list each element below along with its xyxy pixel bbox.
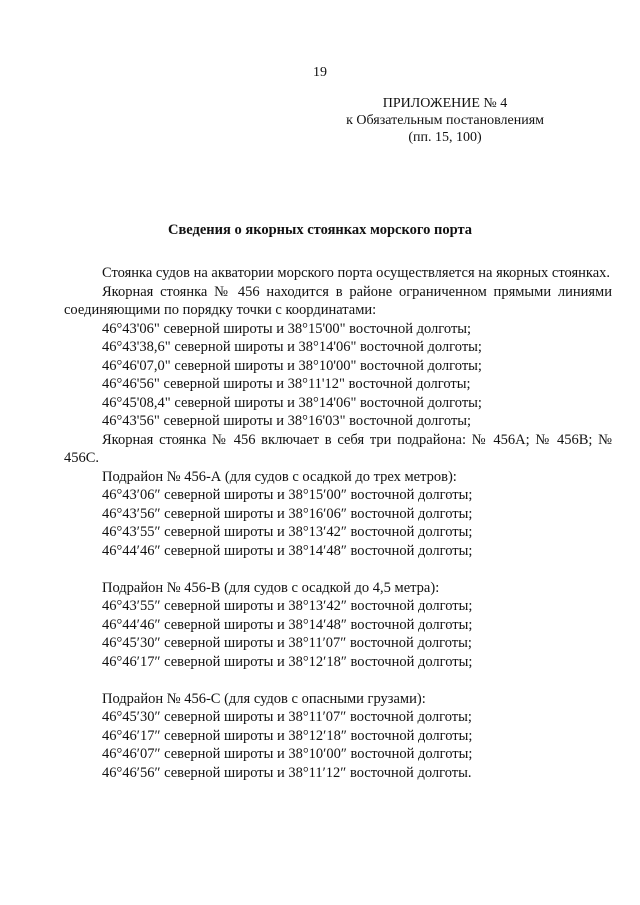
appendix-clauses: (пп. 15, 100) — [408, 130, 482, 145]
page-number: 19 — [313, 65, 327, 80]
coordinate-line: 46°43′55″ северной широты и 38°13′42″ восточной долготы; — [102, 524, 473, 540]
coordinate-line: 46°46'07,0" северной широты и 38°10'00" восточной долготы; — [102, 357, 482, 374]
subareas-description: Якорная стоянка № 456 включает в себя три подрайона: № 456А; № 456В; № 456С. — [64, 431, 612, 466]
appendix-reference: к Обязательным постановлениям — [346, 113, 544, 128]
subarea-a-heading: Подрайон № 456-А (для судов с осадкой до трех метров): — [102, 468, 457, 485]
appendix-header — [346, 95, 544, 146]
coordinate-line: 46°45′30″ северной широты и 38°11′07″ восточной долготы; — [102, 709, 472, 725]
appendix-title: ПРИЛОЖЕНИЕ № 4 — [382, 96, 508, 111]
coordinate-line: 46°43'38,6" северной широты и 38°14'06" восточной долготы; — [102, 339, 482, 355]
subarea-c-points-list — [64, 708, 612, 782]
coordinate-line: 46°46′17″ северной широты и 38°12′18″ восточной долготы; — [102, 653, 473, 670]
document-body — [64, 264, 612, 782]
coordinate-line: 46°46′07″ северной широты и 38°10′00″ восточной долготы; — [102, 746, 473, 762]
subarea-b-heading: Подрайон № 456-В (для судов с осадкой до 4,5 метра): — [102, 579, 440, 596]
coordinate-line: 46°43′56″ северной широты и 38°16′06″ восточной долготы; — [102, 505, 473, 522]
coordinate-line: 46°45′30″ северной широты и 38°11′07″ восточной долготы; — [102, 635, 472, 651]
anchorage-description: Якорная стоянка № 456 находится в районе ограниченном прямыми линиями соединяющими по порядку точки с координатами: — [64, 283, 612, 318]
subarea-b-points-list — [64, 597, 612, 671]
coordinate-line: 46°43′55″ северной широты и 38°13′42″ восточной долготы; — [102, 598, 473, 614]
subarea-c-heading: Подрайон № 456-С (для судов с опасными грузами): — [102, 690, 426, 707]
coordinate-line: 46°45'08,4" северной широты и 38°14'06" восточной долготы; — [102, 394, 482, 411]
coordinate-line: 46°43′06″ северной широты и 38°15′00″ восточной долготы; — [102, 487, 473, 503]
coordinate-line: 46°43'06" северной широты и 38°15'00" восточной долготы; — [102, 320, 472, 337]
coordinate-line: 46°43'56" северной широты и 38°16'03" восточной долготы; — [102, 413, 472, 429]
coordinate-line: 46°44′46″ северной широты и 38°14′48″ восточной долготы; — [102, 542, 473, 559]
intro-paragraph: Стоянка судов на акватории морского порта осуществляется на якорных стоянках. — [102, 265, 611, 281]
anchorage-points-list — [64, 320, 612, 431]
spacer — [64, 560, 612, 579]
coordinate-line: 46°46′17″ северной широты и 38°12′18″ восточной долготы; — [102, 727, 473, 744]
document-title: Сведения о якорных стоянках морского порта — [167, 222, 473, 238]
spacer — [64, 671, 612, 690]
coordinate-line: 46°46′56″ северной широты и 38°11′12″ восточной долготы. — [102, 764, 472, 781]
coordinate-line: 46°46'56" северной широты и 38°11'12" восточной долготы; — [102, 376, 471, 392]
subarea-a-points-list — [64, 486, 612, 560]
coordinate-line: 46°44′46″ северной широты и 38°14′48″ восточной долготы; — [102, 616, 473, 633]
